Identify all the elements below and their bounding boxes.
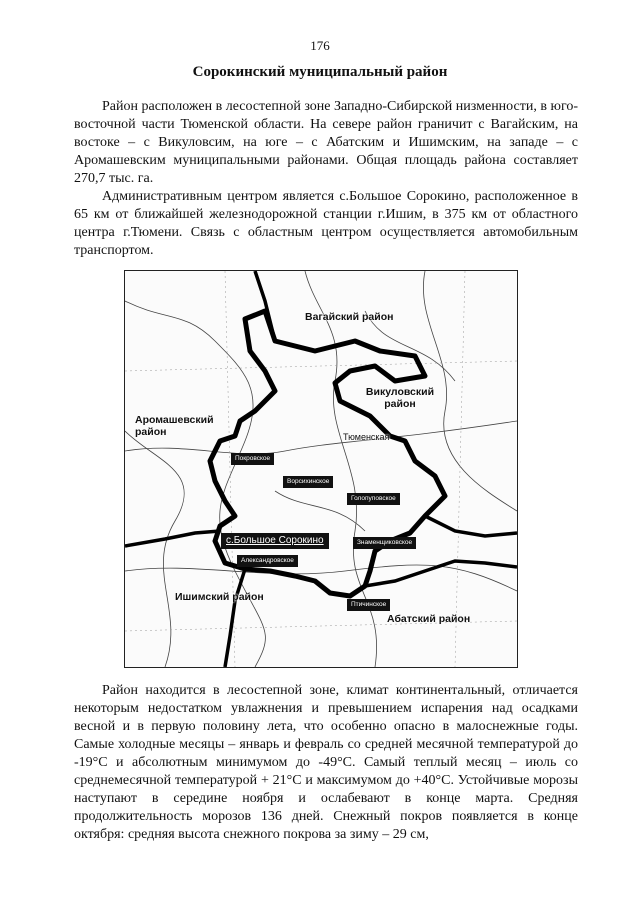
settlement-ptitsino: Птичинское xyxy=(347,599,390,611)
district-map xyxy=(124,270,518,668)
label-abatsk-district: Абатский район xyxy=(387,613,471,625)
settlement-aleksandrovka: Александровское xyxy=(237,555,298,567)
page-title: Сорокинский муниципальный район xyxy=(192,64,448,80)
page-number: 176 xyxy=(310,38,330,53)
settlement-zhimenchikovo: Знаменщиковское xyxy=(353,537,416,549)
label-aromashevo-district: Аромашевский район xyxy=(135,414,214,438)
paragraph-admin-center: Административным центром является с.Большое Сорокино, расположенное в 65 км от ближайшей железнодорожной станции г.Ишим, в 375 км от областного центра г.Тюмени. Связь с областным центром осуществляется автомобильным транспортом. xyxy=(74,189,578,258)
label-region-mark: Тюменская xyxy=(343,432,390,442)
label-vagay-district: Вагайский район xyxy=(305,311,394,323)
label-ishim-district: Ишимский район xyxy=(175,591,264,603)
settlement-vorsikha: Ворсихинское xyxy=(283,476,333,488)
paragraph-location: Район расположен в лесостепной зоне Западно-Сибирской низменности, в юго-восточной части Тюменской области. На севере район граничит с Вагайским, на востоке – с Викуловсим, на юге – с Абатским и Ишимским, на западе – с Аромашевским муниципальными районами. Общая площадь района составляет 270,7 тыс. га. xyxy=(74,99,578,186)
settlement-pokrovskoe: Покровское xyxy=(231,453,274,465)
map-drawing xyxy=(125,271,517,667)
settlement-golopupovo: Голопуповское xyxy=(347,493,400,505)
settlement-center-bolshoe-sorokino: с.Большое Сорокино xyxy=(221,533,329,549)
paragraph-climate: Район находится в лесостепной зоне, климат континентальный, отличается некоторым недостатком увлажнения и превышением испарения над осадками весной и в первую половину лета, что особенно опасно в малоснежные годы. Самые холодные месяцы – январь и февраль со средней месячной температурой до -19°C и абсолютным минимумом до -49°C. Самый теплый месяц – июль со среднемесячной температурой + 21°C и максимумом до +40°C. Устойчивые морозы наступают в середине ноября и ослабевают в конце марта. Средняя продолжительность морозов 136 дней. Снежный покров появляется в конце октября: средняя высота снежного покрова за зиму – 29 см, xyxy=(74,683,578,842)
label-vikulovo-district: Викуловский район xyxy=(365,386,435,410)
